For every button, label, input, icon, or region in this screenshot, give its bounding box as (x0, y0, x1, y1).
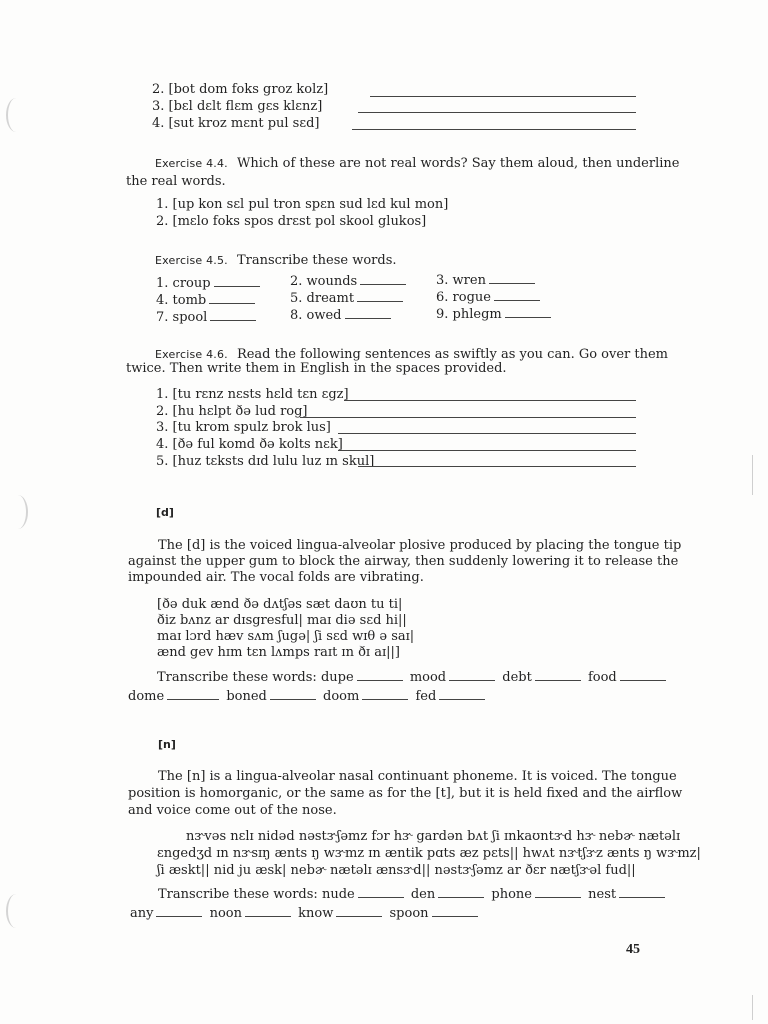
ipa-line: nɝvəs nɛlɪ nidəd nəstɝʃəmz fɔr hɝ gardən bʌt ʃi ɪnkaʊntɝd hɝ nebɚ nætəlɪ (186, 829, 681, 844)
transcribe-word (436, 307, 554, 322)
word-label: dupe (320, 670, 354, 685)
transcribe-label: Transcribe these words: (157, 670, 317, 685)
answer-line (338, 433, 636, 434)
answer-blank (494, 299, 540, 301)
word-label: dome (128, 689, 165, 704)
answer-blank (489, 282, 535, 284)
answer-blank (535, 896, 581, 898)
answer-blank (449, 679, 495, 681)
transcribe-row (157, 670, 669, 685)
word-label: boned (226, 689, 267, 704)
word-label: debt (502, 670, 532, 685)
word-list: 1. [up kon sɛl pul tron spɛn sud lɛd kul mon] (156, 197, 449, 212)
transcribe-row (130, 906, 481, 921)
word-label: any (130, 906, 154, 921)
transcribe-word (436, 273, 538, 288)
answer-blank (535, 679, 581, 681)
answer-blank (167, 698, 219, 700)
answer-blank (432, 915, 478, 917)
answer-blank (505, 316, 551, 318)
word-label: 3. wren (436, 273, 486, 288)
exercise-label: Exercise 4.4. (155, 157, 228, 170)
answer-line (370, 96, 636, 97)
sentence-item: 5. [huz tɛksts dɪd lulu luz ɪn skul] (156, 454, 375, 469)
transcribe-word (156, 276, 263, 291)
exercise-4-5-prompt (155, 249, 397, 268)
word-label: 4. tomb (156, 293, 207, 308)
sentence-item: 1. [tu rɛnz nɛsts hɛld tɛn ɛgz] (156, 387, 349, 402)
sentence-item: 4. [ðə ful komd ðə kolts nɛk] (156, 437, 343, 452)
page-edge-bottom (752, 995, 753, 1020)
answer-line (338, 450, 636, 451)
answer-blank (345, 317, 391, 319)
transcribe-word (156, 293, 258, 308)
word-label: 8. owed (290, 308, 342, 323)
paragraph-line: position is homorganic, or the same as for the [t], but it is held fixed and the airflow (128, 786, 683, 801)
answer-blank (438, 896, 484, 898)
list-item: 4. [sut kroz mɛnt pul sɛd] (152, 116, 320, 131)
answer-blank (336, 915, 382, 917)
word-label: 6. rogue (436, 290, 491, 305)
exercise-text: Read the following sentences as swiftly as you can. Go over them (236, 347, 669, 362)
page-number: 45 (626, 942, 640, 957)
answer-blank (360, 283, 406, 285)
paragraph-line: The [n] is a lingua-alveolar nasal continuant phoneme. It is voiced. The tongue (158, 769, 677, 784)
word-label: nest (588, 887, 617, 902)
exercise-4-6-prompt (155, 343, 668, 362)
answer-line (352, 129, 636, 130)
transcribe-word (290, 308, 394, 323)
word-label: den (410, 887, 436, 902)
paragraph-line: The [d] is the voiced lingua-alveolar plosive produced by placing the tongue tip (158, 538, 682, 553)
exercise-4-4-prompt (155, 152, 679, 171)
word-label: doom (323, 689, 360, 704)
section-heading-n: [n] (158, 738, 176, 751)
transcribe-row (128, 689, 488, 704)
paragraph-line: impounded air. The vocal folds are vibrating. (128, 570, 424, 585)
ipa-line: maɪ lɔrd hæv sʌm ʃugə| ʃi sɛd wɪθ ə saɪ| (157, 629, 415, 644)
ipa-line: ðiz bʌnz ar dɪsgresful| maɪ diə sɛd hi|| (157, 613, 407, 628)
answer-blank (214, 285, 260, 287)
answer-blank (357, 300, 403, 302)
word-label: 9. phlegm (436, 307, 502, 322)
transcribe-word (290, 291, 406, 306)
word-label: nude (321, 887, 355, 902)
transcribe-word (436, 290, 543, 305)
transcribe-word (290, 274, 409, 289)
word-label: 1. croup (156, 276, 211, 291)
paragraph-line: against the upper gum to block the airway, then suddenly lowering it to release the (128, 554, 679, 569)
answer-line (344, 400, 636, 401)
word-label: noon (209, 906, 243, 921)
answer-blank (439, 698, 485, 700)
ipa-line: ænd gev hɪm tɛn lʌmps raɪt ɪn ðɪ aɪ||] (157, 645, 400, 660)
word-label: 5. dreamt (290, 291, 355, 306)
exercise-text: Transcribe these words. (236, 253, 397, 268)
answer-blank (209, 302, 255, 304)
answer-blank (362, 698, 408, 700)
exercise-text-continued: the real words. (126, 174, 226, 189)
answer-blank (210, 319, 256, 321)
word-label: 2. wounds (290, 274, 358, 289)
answer-blank (357, 679, 403, 681)
answer-blank (270, 698, 316, 700)
word-list: 2. [mɛlo foks spos drɛst pol skool glukos] (156, 214, 427, 229)
answer-line (300, 417, 636, 418)
word-label: mood (409, 670, 447, 685)
word-label: know (298, 906, 334, 921)
answer-line (358, 112, 636, 113)
word-label: spoon (389, 906, 429, 921)
paragraph-line: and voice come out of the nose. (128, 803, 337, 818)
sentence-item: 3. [tu krom spulz brok lus] (156, 420, 331, 435)
punch-hole-top (6, 98, 26, 132)
answer-blank (156, 915, 202, 917)
answer-line (358, 466, 636, 467)
answer-blank (620, 679, 666, 681)
exercise-text-continued: twice. Then write them in English in the spaces provided. (126, 361, 507, 376)
list-item: 3. [bɛl dɛlt flɛm gɛs klɛnz] (152, 99, 323, 114)
word-label: food (587, 670, 617, 685)
ipa-line: ɛngedʒd ɪn nɝsɪŋ ænts ŋ wɝmz ɪn æntik pɑts æz pɛts|| hwʌt nɝtʃɝz ænts ŋ wɝmz| (157, 846, 701, 861)
answer-blank (619, 896, 665, 898)
word-label: phone (491, 887, 532, 902)
punch-hole-middle (8, 495, 28, 529)
transcribe-row (158, 887, 668, 902)
ipa-line: ʃi æskt|| nid ju æsk| nebɚ nætəlɪ ænsɝd|| nəstɝʃəmz ar ðɛr nætʃɝəl fud|| (157, 863, 636, 878)
page-edge-top (752, 455, 753, 495)
word-label: 7. spool (156, 310, 208, 325)
answer-blank (358, 896, 404, 898)
list-item: 2. [bot dom foks groz kolz] (152, 82, 329, 97)
exercise-label: Exercise 4.6. (155, 348, 228, 361)
exercise-text: Which of these are not real words? Say them aloud, then underline (236, 156, 680, 171)
punch-hole-bottom (6, 894, 26, 928)
transcribe-word (156, 310, 259, 325)
answer-blank (245, 915, 291, 917)
sentence-item: 2. [hu hɛlpt ðə lud rog] (156, 404, 308, 419)
transcribe-label: Transcribe these words: (158, 887, 318, 902)
word-label: fed (415, 689, 437, 704)
ipa-line: [ðə duk ænd ðə dʌtʃəs sæt daʊn tu ti| (157, 597, 403, 612)
section-heading-d: [d] (156, 506, 174, 519)
exercise-label: Exercise 4.5. (155, 254, 228, 267)
